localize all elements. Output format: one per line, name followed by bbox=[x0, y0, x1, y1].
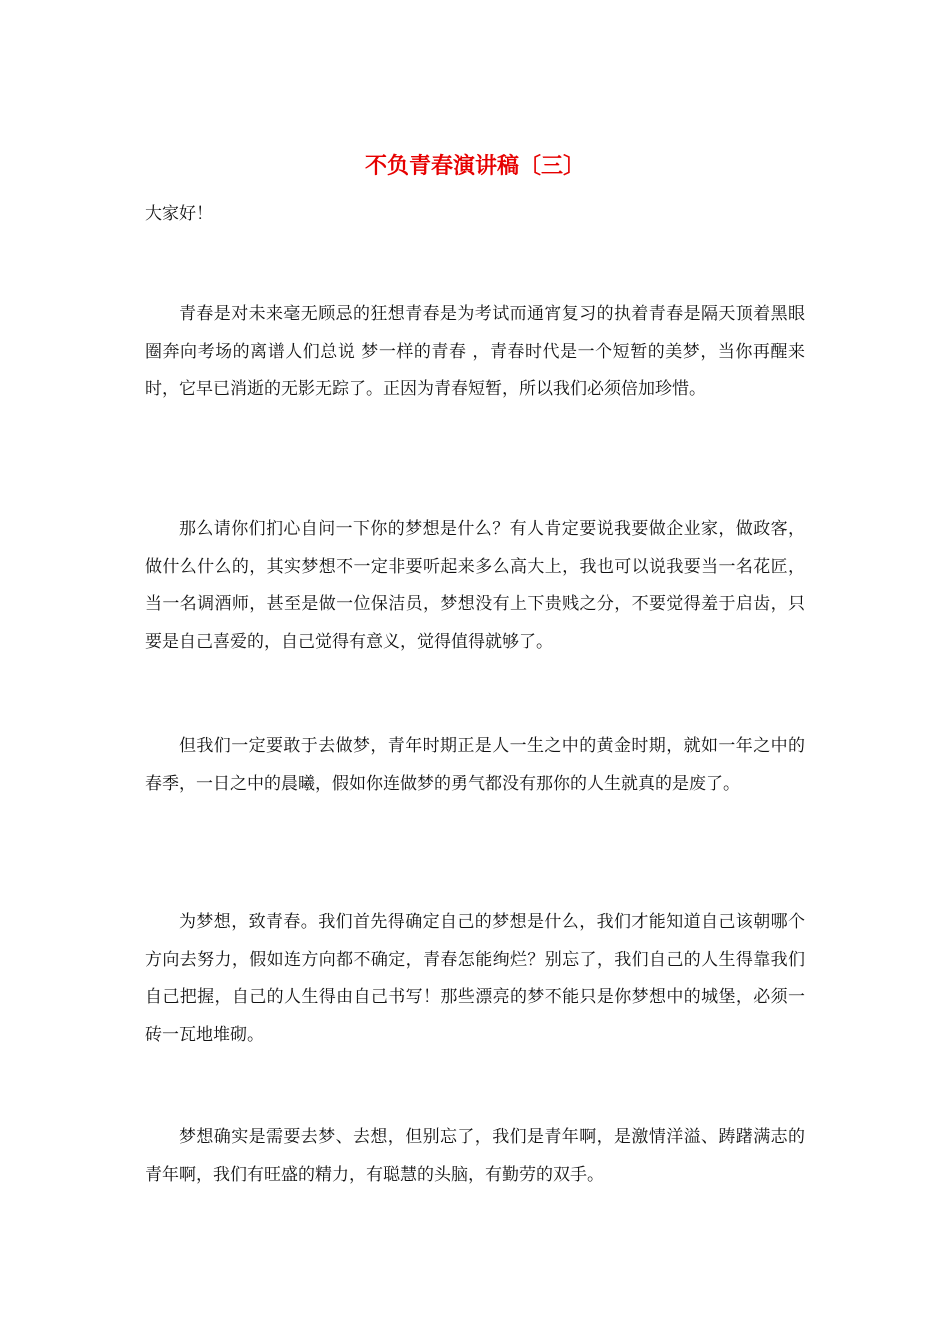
document-title: 不负青春演讲稿〔三〕 bbox=[364, 153, 585, 179]
paragraph-3: 但我们一定要敢于去做梦，青年时期正是人一生之中的黄金时期，就如一年之中的春季，一日之中的晨曦，假如你连做梦的勇气都没有那你的人生就真的是废了。 bbox=[145, 736, 805, 794]
paragraph-4: 为梦想，致青春。我们首先得确定自己的梦想是什么，我们才能知道自己该朝哪个方向去努力，假如连方向都不确定，青春怎能绚烂？别忘了，我们自己的人生得靠我们自己把握，自己的人生得由自己书写！那些漂亮的梦不能只是你梦想中的城堡，必须一砖一瓦地堆砌。 bbox=[145, 912, 805, 1046]
paragraph-5: 梦想确实是需要去梦、去想，但别忘了，我们是青年啊，是激情洋溢、踌躇满志的青年啊，我们有旺盛的精力，有聪慧的头脑，有勤劳的双手。 bbox=[145, 1127, 805, 1185]
greeting-text: 大家好！ bbox=[145, 204, 213, 224]
paragraph-2: 那么请你们扪心自问一下你的梦想是什么？有人肯定要说我要做企业家，做政客，做什么什么的，其实梦想不一定非要听起来多么高大上，我也可以说我要当一名花匠，当一名调酒师，甚至是做一位保洁员，梦想没有上下贵贱之分，不要觉得羞于启齿，只要是自己喜爱的，自己觉得有意义，觉得值得就够了。 bbox=[145, 519, 805, 653]
paragraph-1: 青春是对未来毫无顾忌的狂想青春是为考试而通宵复习的执着青春是隔天顶着黑眼圈奔向考场的离谱人们总说 梦一样的青春 ，青春时代是一个短暂的美梦，当你再醒来时，它早已消逝的无影无踪了。正因为青春短暂，所以我们必须倍加珍惜。 bbox=[145, 304, 805, 400]
